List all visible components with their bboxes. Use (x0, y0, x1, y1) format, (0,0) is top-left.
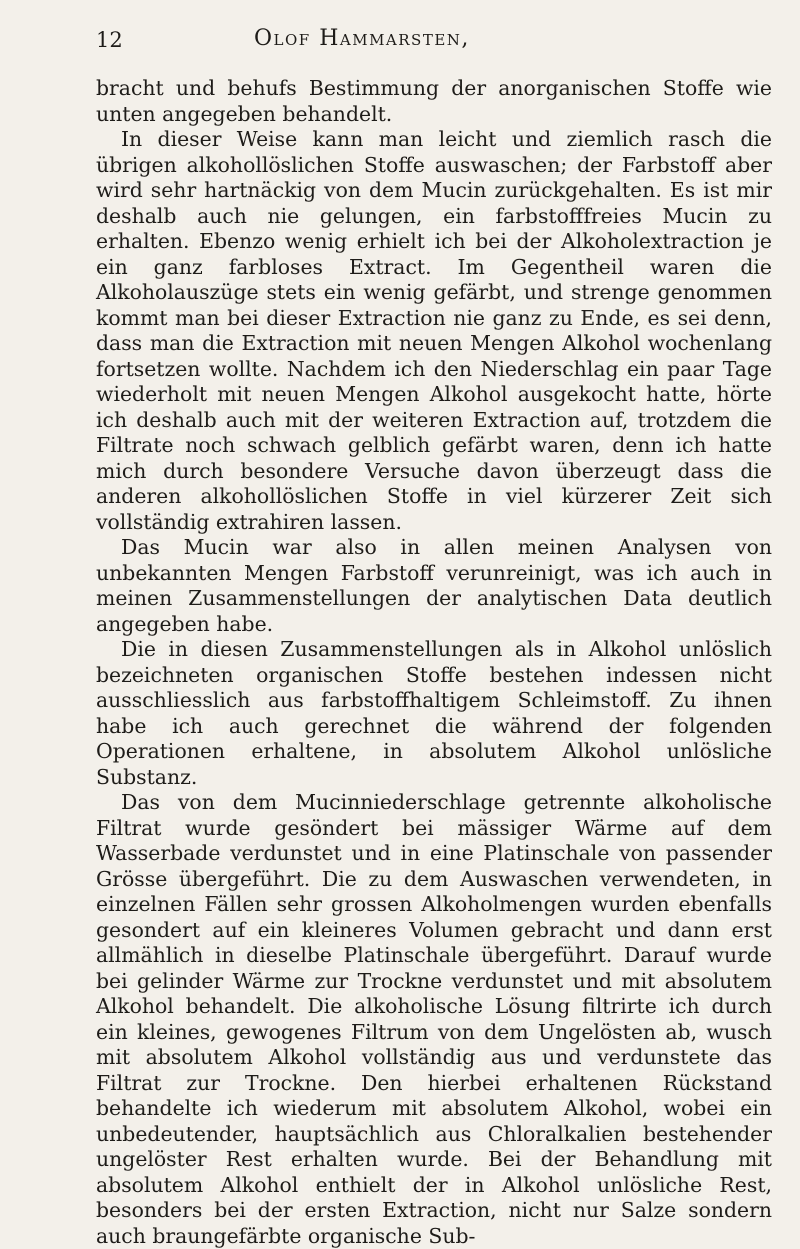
page-number: 12 (96, 28, 123, 52)
body-text (96, 76, 772, 1249)
paragraph-continuation: bracht und behufs Bestimmung der anorganischen Stoffe wie unten angegeben behandelt. (96, 76, 772, 126)
paragraph-alcoholic-filtrate: Das von dem Mucinniederschlage getrennte alkoholische Filtrat wurde gesöndert bei mässiger Wärme auf dem Wasserbade verdunstet und in eine Platinschale von passender Grösse übergeführt. Die zu dem Auswaschen verwendeten, in einzelnen Fällen sehr grossen Alkoholmengen wurden ebenfalls gesondert auf ein kleineres Volumen gebracht und dann erst allmählich in dieselbe Platinschale übergeführt. Darauf wurde bei gelinder Wärme zur Trockne verdunstet und mit absolutem Alkohol behandelt. Die alkoholische Lösung filtrirte ich durch ein kleines, gewogenes Filtrum von dem Ungelösten ab, wusch mit absolutem Alkohol vollständig aus und verdunstete das Filtrat zur Trockne. Den hierbei erhaltenen Rückstand behandelte ich wiederum mit absolutem Alkohol, wobei ein unbedeutender, hauptsächlich aus Chloralkalien bestehender ungelöster Rest erhalten wurde. Bei der Behandlung mit absolutem Alkohol enthielt der in Alkohol unlösliche Rest, besonders bei der ersten Extraction, nicht nur Salze sondern auch braungefärbte organische Sub- (96, 790, 772, 1248)
paragraph-mucin-washing: In dieser Weise kann man leicht und ziemlich rasch die übrigen alkohollöslichen Stoffe auswaschen; der Farbstoff aber wird sehr hartnäckig von dem Mucin zurückgehalten. Es ist mir deshalb auch nie gelungen, ein farbstofffreies Mucin zu erhalten. Ebenzo wenig erhielt ich bei der Alkoholextraction je ein ganz farbloses Extract. Im Gegentheil waren die Alkoholauszüge stets ein wenig gefärbt, und strenge genommen kommt man bei dieser Extraction nie ganz zu Ende, es sei denn, dass man die Extraction mit neuen Mengen Alkohol wochenlang fortsetzen wollte. Nachdem ich den Niederschlag ein paar Tage wiederholt mit neuen Mengen Alkohol ausgekocht hatte, hörte ich deshalb auch mit der weiteren Extraction auf, trotzdem die Filtrate noch schwach gelblich gefärbt waren, denn ich hatte mich durch besondere Versuche davon überzeugt dass die anderen alkohollöslichen Stoffe in viel kürzerer Zeit sich vollständig extrahiren lassen. (96, 127, 772, 534)
running-head (96, 22, 772, 58)
running-title: Olof Hammarsten, (254, 26, 470, 51)
paragraph-mucin-impurity: Das Mucin war also in allen meinen Analysen von unbekannten Mengen Farbstoff verunreinigt, was ich auch in meinen Zusammenstellungen der analytischen Data deutlich angegeben habe. (96, 535, 772, 636)
paragraph-insoluble-substances: Die in diesen Zusammenstellungen als in Alkohol unlöslich bezeichneten organischen Stoffe bestehen indessen nicht ausschliesslich aus farbstoffhaltigem Schleimstoff. Zu ihnen habe ich auch gerechnet die während der folgenden Operationen erhaltene, in absolutem Alkohol unlösliche Substanz. (96, 637, 772, 789)
